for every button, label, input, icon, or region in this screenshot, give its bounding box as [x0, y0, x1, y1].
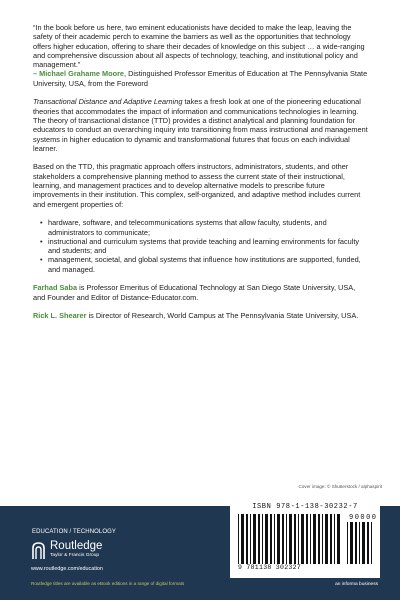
publisher-name: Routledge: [50, 540, 103, 552]
informa-tagline: an informa business: [335, 582, 378, 587]
properties-list: [33, 218, 369, 274]
description-text: takes a fresh look at one of the pioneering educational theories that accommodates the impact of information and communications technologies in learning. The theory of transactional distance (TTD) provides a distinct analytical and planning foundation for educators to conduct an overarching inquiry into transitioning from mass instructional and management systems in higher education to dynamic and transformational futures that focus on each individual learner.: [33, 97, 368, 153]
book-title: Transactional Distance and Adaptive Learning: [33, 97, 183, 107]
publisher-url: www.routledge.com/education: [31, 566, 103, 572]
book-description: [33, 97, 369, 153]
image-credit: Cover image: © Shutterstock / alphaspirit: [298, 484, 382, 489]
subject-category: EDUCATION / TECHNOLOGY: [32, 529, 116, 535]
price-code: 90000: [349, 514, 378, 522]
ebook-note: Routledge titles are available as eBook editions in a range of digital formats: [31, 581, 185, 586]
publisher-logo: [31, 540, 191, 564]
list-item: • instructional and curriculum systems that provide teaching and learning environments for faculty and students; and: [42, 237, 369, 256]
author-name: Rick L. Shearer: [33, 311, 87, 321]
author-bio: [33, 311, 369, 320]
quote-text: “In the book before us here, two eminent educationists have decided to make the leap, leaving the safety of their academic perch to examine the barriers as well as the opportunities that technology offers higher education, offering to share their decades of knowledge on this subject … a wide-ranging and comprehensive discussion about all aspects of technology, teaching, and institutional policy and management.”: [33, 23, 365, 70]
author-name: Farhad Saba: [33, 283, 78, 293]
author-bio-text: is Professor Emeritus of Educational Technology at San Diego State University, USA, and Founder and Editor of Distance-Educator.com.: [33, 283, 356, 302]
routledge-logo-icon: [31, 542, 46, 560]
ean-digits: 9 781138 302327: [238, 564, 302, 571]
list-item: • management, societal, and global systems that influence how institutions are supported, funded, and managed.: [42, 255, 369, 274]
quote-affiliation: , Distinguished Professor Emeritus of Education at The Pennsylvania State University, USA, from the Foreword: [33, 69, 368, 88]
price-barcode-icon: [347, 522, 375, 564]
approach-paragraph: Based on the TTD, this pragmatic approach offers instructors, administrators, students, and other stakeholders a comprehensive planning method to assess the current state of their instructional, learning, and management practices and to develop alternative models to prescribe future improvements in their institution. This complex, self-organized, and adaptive method includes current and emergent properties of:: [33, 162, 361, 209]
quote-author: – Michael Grahame Moore: [33, 69, 125, 79]
list-item: • hardware, software, and telecommunications systems that allow faculty, students, and administrators to communicate;: [42, 218, 369, 237]
foreword-quote: [33, 23, 369, 88]
publisher-group: Taylor & Francis Group: [50, 553, 100, 558]
isbn-label: ISBN 978-1-138-30232-7: [252, 503, 358, 511]
author-bio-text: is Director of Research, World Campus at The Pennsylvania State University, USA.: [86, 311, 359, 321]
cover-text: [33, 23, 369, 330]
barcode-box: [230, 500, 380, 578]
author-bio: [33, 283, 369, 302]
barcode-icon: [238, 514, 342, 564]
